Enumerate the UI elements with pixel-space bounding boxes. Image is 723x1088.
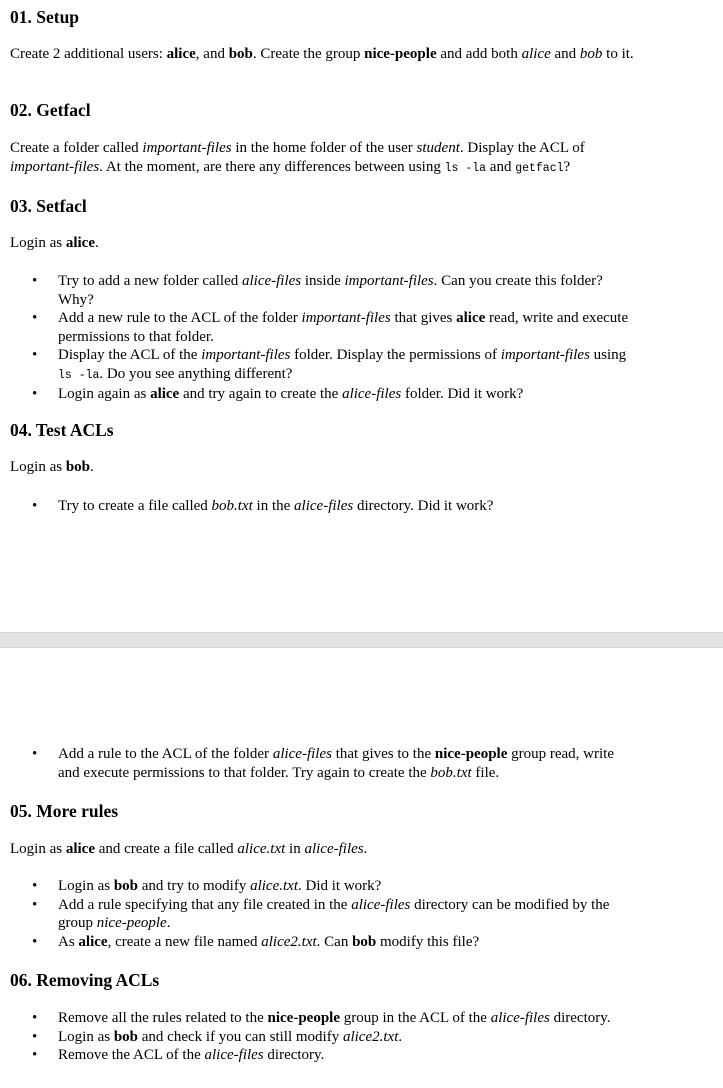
section-heading-getfacl: 02. Getfacl bbox=[10, 100, 91, 120]
setfacl-list bbox=[0, 272, 700, 404]
section-heading-more-rules: 05. More rules bbox=[10, 801, 119, 821]
section-heading-setup: 01. Setup bbox=[10, 7, 80, 27]
page-break bbox=[0, 632, 723, 648]
setfacl-intro: Login as alice. bbox=[10, 235, 99, 251]
more-rules-list bbox=[0, 877, 700, 951]
list-item: • Try to add a new folder called alice-files inside important-files. Can you create this folder? Why? bbox=[0, 272, 638, 309]
more-rules-intro: Login as alice and create a file called alice.txt in alice-files. bbox=[10, 841, 368, 857]
getfacl-paragraph: Create a folder called important-files in the home folder of the user student. Display the ACL of important-files. At the moment, are there any differences between using ls -la and getfacl? bbox=[10, 140, 585, 175]
test-acls-list-a bbox=[0, 497, 700, 516]
removing-acls-list bbox=[0, 1009, 700, 1065]
list-item: • Login as bob and try to modify alice.txt. Did it work? bbox=[0, 877, 638, 896]
setup-paragraph: Create 2 additional users: alice, and bob. Create the group nice-people and add both alice and bob to it. bbox=[10, 46, 634, 62]
document-page-2 bbox=[0, 648, 723, 1088]
list-item: • Add a new rule to the ACL of the folder important-files that gives alice read, write and execute permissions to that folder. bbox=[0, 309, 638, 346]
list-item: • Remove all the rules related to the nice-people group in the ACL of the alice-files directory. bbox=[0, 1009, 638, 1028]
list-item: • Login as bob and check if you can still modify alice2.txt. bbox=[0, 1028, 638, 1047]
test-acls-intro: Login as bob. bbox=[10, 459, 94, 475]
section-heading-setfacl: 03. Setfacl bbox=[10, 196, 87, 216]
list-item: • Login again as alice and try again to create the alice-files folder. Did it work? bbox=[0, 385, 638, 404]
list-item: • Remove the ACL of the alice-files directory. bbox=[0, 1046, 638, 1065]
list-item: • Add a rule specifying that any file created in the alice-files directory can be modified by the group nice-people. bbox=[0, 896, 638, 933]
test-acls-list-b bbox=[0, 745, 700, 782]
list-item: • As alice, create a new file named alice2.txt. Can bob modify this file? bbox=[0, 933, 638, 952]
section-heading-test-acls: 04. Test ACLs bbox=[10, 420, 114, 440]
section-heading-removing-acls: 06. Removing ACLs bbox=[10, 970, 160, 990]
list-item: • Display the ACL of the important-files folder. Display the permissions of important-files using ls -la. Do you see anything different? bbox=[0, 346, 638, 385]
list-item: • Try to create a file called bob.txt in the alice-files directory. Did it work? bbox=[0, 497, 638, 516]
list-item: • Add a rule to the ACL of the folder alice-files that gives to the nice-people group read, write and execute permissions to that folder. Try again to create the bob.txt file. bbox=[0, 745, 638, 782]
